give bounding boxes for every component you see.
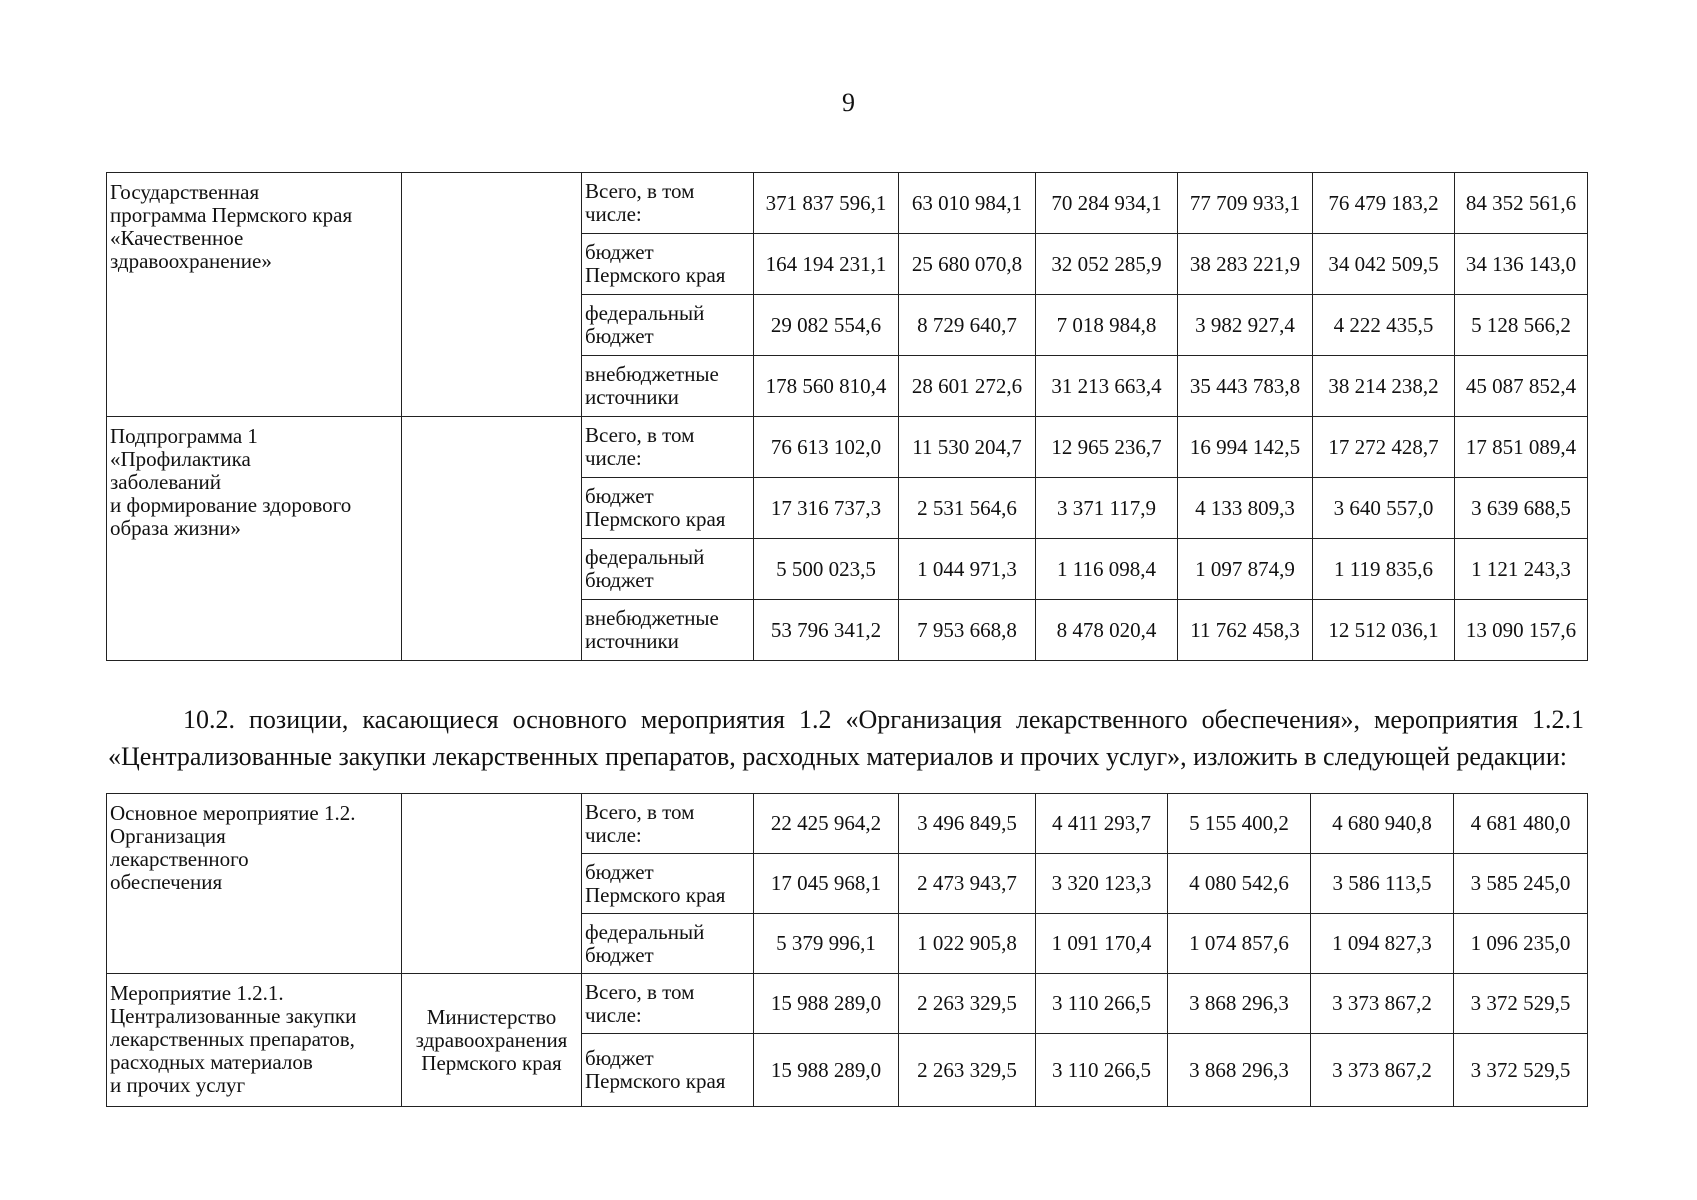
name-line: Государственная [110, 180, 260, 204]
value-cell: 3 868 296,3 [1168, 974, 1311, 1034]
source-cell: федеральный бюджет [582, 914, 754, 974]
name-line: лекарственного [110, 847, 249, 871]
value-cell: 1 096 235,0 [1454, 914, 1588, 974]
value-cell: 38 214 238,2 [1313, 356, 1455, 417]
value-cell: 17 045 968,1 [754, 854, 899, 914]
value-cell: 11 762 458,3 [1178, 600, 1313, 661]
value-cell: 1 097 874,9 [1178, 539, 1313, 600]
value-cell: 3 320 123,3 [1036, 854, 1168, 914]
source-cell: федеральный бюджет [582, 295, 754, 356]
value-cell: 34 136 143,0 [1455, 234, 1588, 295]
table-row [107, 794, 1588, 854]
value-cell: 1 022 905,8 [899, 914, 1036, 974]
value-cell: 8 478 020,4 [1036, 600, 1178, 661]
value-cell: 5 500 023,5 [754, 539, 899, 600]
executor-cell [402, 794, 582, 974]
table-row [107, 417, 1588, 478]
source-cell: Всего, в том числе: [582, 173, 754, 234]
name-line: здравоохранение» [110, 249, 272, 273]
value-cell: 2 531 564,6 [899, 478, 1036, 539]
value-cell: 13 090 157,6 [1455, 600, 1588, 661]
name-line: Организация [110, 824, 226, 848]
name-line: и формирование здорового [110, 493, 352, 517]
value-cell: 63 010 984,1 [899, 173, 1036, 234]
table-row [107, 173, 1588, 234]
value-cell: 11 530 204,7 [899, 417, 1036, 478]
subprogram-name-cell [107, 417, 402, 661]
source-cell: бюджет Пермского края [582, 234, 754, 295]
source-cell: федеральный бюджет [582, 539, 754, 600]
value-cell: 1 044 971,3 [899, 539, 1036, 600]
source-cell: бюджет Пермского края [582, 854, 754, 914]
amendment-paragraph: 10.2. позиции, касающиеся основного мероприятия 1.2 «Организация лекарственного обеспечения», мероприятия 1.2.1 «Централизованные закупки лекарственных препаратов, расходных материалов и прочих услуг», изложить в следующей редакции: [108, 705, 1584, 771]
source-cell: Всего, в том числе: [582, 417, 754, 478]
value-cell: 76 479 183,2 [1313, 173, 1455, 234]
name-line: лекарственных препаратов, [110, 1027, 355, 1051]
value-cell: 15 988 289,0 [754, 1034, 899, 1107]
value-cell: 32 052 285,9 [1036, 234, 1178, 295]
value-cell: 8 729 640,7 [899, 295, 1036, 356]
value-cell: 7 018 984,8 [1036, 295, 1178, 356]
value-cell: 3 373 867,2 [1311, 974, 1454, 1034]
value-cell: 1 116 098,4 [1036, 539, 1178, 600]
name-line: Подпрограмма 1 [110, 424, 258, 448]
main-measure-name-cell [107, 794, 402, 974]
program-name-cell [107, 173, 402, 417]
value-cell: 371 837 596,1 [754, 173, 899, 234]
source-cell: внебюджетные источники [582, 600, 754, 661]
value-cell: 1 091 170,4 [1036, 914, 1168, 974]
value-cell: 4 411 293,7 [1036, 794, 1168, 854]
value-cell: 70 284 934,1 [1036, 173, 1178, 234]
value-cell: 45 087 852,4 [1455, 356, 1588, 417]
value-cell: 12 965 236,7 [1036, 417, 1178, 478]
page-number: 9 [842, 88, 855, 117]
name-line: Мероприятие 1.2.1. [110, 981, 284, 1005]
value-cell: 178 560 810,4 [754, 356, 899, 417]
name-line: расходных материалов [110, 1050, 313, 1074]
name-line: «Профилактика [110, 447, 251, 471]
value-cell: 31 213 663,4 [1036, 356, 1178, 417]
value-cell: 22 425 964,2 [754, 794, 899, 854]
value-cell: 3 585 245,0 [1454, 854, 1588, 914]
name-line: обеспечения [110, 870, 223, 894]
value-cell: 4 680 940,8 [1311, 794, 1454, 854]
value-cell: 3 110 266,5 [1036, 974, 1168, 1034]
value-cell: 1 074 857,6 [1168, 914, 1311, 974]
value-cell: 3 371 117,9 [1036, 478, 1178, 539]
value-cell: 25 680 070,8 [899, 234, 1036, 295]
value-cell: 3 496 849,5 [899, 794, 1036, 854]
value-cell: 28 601 272,6 [899, 356, 1036, 417]
financing-table-program [106, 172, 1588, 661]
source-cell: бюджет Пермского края [582, 478, 754, 539]
value-cell: 34 042 509,5 [1313, 234, 1455, 295]
measure-name-cell [107, 974, 402, 1107]
table-row [107, 974, 1588, 1034]
name-line: программа Пермского края [110, 203, 353, 227]
value-cell: 3 372 529,5 [1454, 1034, 1588, 1107]
value-cell: 15 988 289,0 [754, 974, 899, 1034]
value-cell: 1 121 243,3 [1455, 539, 1588, 600]
executor-cell: Министерство здравоохранения Пермского края [402, 974, 582, 1107]
value-cell: 2 263 329,5 [899, 1034, 1036, 1107]
value-cell: 12 512 036,1 [1313, 600, 1455, 661]
value-cell: 164 194 231,1 [754, 234, 899, 295]
value-cell: 3 640 557,0 [1313, 478, 1455, 539]
value-cell: 1 094 827,3 [1311, 914, 1454, 974]
value-cell: 3 372 529,5 [1454, 974, 1588, 1034]
source-cell: Всего, в том числе: [582, 974, 754, 1034]
value-cell: 3 110 266,5 [1036, 1034, 1168, 1107]
value-cell: 38 283 221,9 [1178, 234, 1313, 295]
value-cell: 4 133 809,3 [1178, 478, 1313, 539]
value-cell: 3 982 927,4 [1178, 295, 1313, 356]
name-line: Основное мероприятие 1.2. [110, 801, 356, 825]
source-cell: внебюджетные источники [582, 356, 754, 417]
value-cell: 77 709 933,1 [1178, 173, 1313, 234]
value-cell: 17 851 089,4 [1455, 417, 1588, 478]
name-line: Централизованные закупки [110, 1004, 357, 1028]
value-cell: 4 080 542,6 [1168, 854, 1311, 914]
value-cell: 4 222 435,5 [1313, 295, 1455, 356]
value-cell: 3 373 867,2 [1311, 1034, 1454, 1107]
source-cell: бюджет Пермского края [582, 1034, 754, 1107]
value-cell: 53 796 341,2 [754, 600, 899, 661]
name-line: образа жизни» [110, 516, 241, 540]
value-cell: 5 155 400,2 [1168, 794, 1311, 854]
executor-cell [402, 417, 582, 661]
financing-table-measure [106, 793, 1588, 1107]
name-line: заболеваний [110, 470, 221, 494]
value-cell: 3 639 688,5 [1455, 478, 1588, 539]
value-cell: 76 613 102,0 [754, 417, 899, 478]
name-line: и прочих услуг [110, 1073, 246, 1097]
value-cell: 7 953 668,8 [899, 600, 1036, 661]
value-cell: 35 443 783,8 [1178, 356, 1313, 417]
value-cell: 3 868 296,3 [1168, 1034, 1311, 1107]
value-cell: 2 263 329,5 [899, 974, 1036, 1034]
value-cell: 3 586 113,5 [1311, 854, 1454, 914]
value-cell: 29 082 554,6 [754, 295, 899, 356]
value-cell: 17 272 428,7 [1313, 417, 1455, 478]
source-cell: Всего, в том числе: [582, 794, 754, 854]
executor-cell [402, 173, 582, 417]
value-cell: 5 128 566,2 [1455, 295, 1588, 356]
value-cell: 84 352 561,6 [1455, 173, 1588, 234]
value-cell: 2 473 943,7 [899, 854, 1036, 914]
value-cell: 5 379 996,1 [754, 914, 899, 974]
value-cell: 16 994 142,5 [1178, 417, 1313, 478]
value-cell: 4 681 480,0 [1454, 794, 1588, 854]
value-cell: 1 119 835,6 [1313, 539, 1455, 600]
name-line: «Качественное [110, 226, 244, 250]
value-cell: 17 316 737,3 [754, 478, 899, 539]
